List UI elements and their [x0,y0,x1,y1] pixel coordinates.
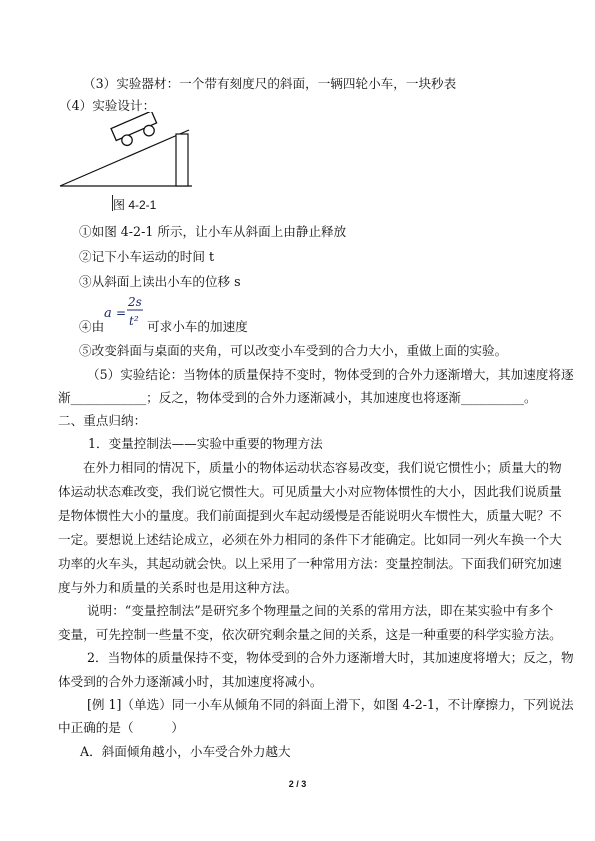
para1-line1: 在外力相同的情况下，质量小的物体运动状态容易改变，我们说它惯性小；质量大的物 [83,460,562,475]
formula-lhs: a [104,306,112,321]
step-4-suffix: 可求小车的加速度 [147,319,248,334]
figure-caption: 图 4-2-1 [113,198,157,212]
support-block [176,134,188,186]
equipment-line: （3）实验器材：一个带有刻度尺的斜面，一辆四轮小车，一块秒表 [83,76,457,91]
example-question-cont: 中正确的是（ ） [58,720,184,735]
formula-equals: = [116,306,127,320]
option-a: A．斜面倾角越小，小车受合外力越大 [80,744,291,759]
cart [111,112,160,149]
conclusion-line-2: 渐____________；反之，物体受到的合外力逐渐减小，其加速度也将逐渐__________。 [58,390,537,405]
para1-line5: 功率的火车头，其起动就会快。以上采用了一种常用方法：变量控制法。下面我们研究加速 [58,556,562,571]
point2-line2: 体受到的合外力逐渐减小时，其加速度将减小。 [58,674,323,689]
conclusion-line-1: （5）实验结论：当物体的质量保持不变时，物体受到的合外力逐渐增大，其加速度将逐 [87,367,574,382]
step-3: ③从斜面上读出小车的位移 s [79,274,241,289]
para1-line3: 是物体惯性大小的量度。我们前面提到火车起动缓慢是否能说明火车惯性大，质量大呢？不 [58,508,562,523]
step-2: ②记下小车运动的时间 t [79,249,215,264]
para1-line4: 一定。要想说上述结论成立，必须在外力相同的条件下才能确定。比如同一列火车换一个大 [58,532,562,547]
design-heading: （4）实验设计： [59,98,156,113]
step-1: ①如图 4-2-1 所示，让小车从斜面上由静止释放 [79,224,347,239]
example-question: [例 1]（单选）同一小车从倾角不同的斜面上滑下，如图 4-2-1，不计摩擦力，下列说法 [87,697,574,712]
note-line1: 说明：“变量控制法”是研究多个物理量之间的关系的常用方法，即在某实验中有多个 [87,603,554,618]
point2-line1: 2．当物体的质量保持不变，物体受到的合外力逐渐增大时，其加速度将增大；反之，物 [87,650,574,665]
formula-denominator: t² [129,314,139,328]
para1-line6: 度与外力和质量的关系时也是用这种方法。 [58,580,298,595]
page-number: 2 / 3 [288,779,307,789]
key-points-heading: 二、重点归纳： [58,413,147,428]
method-title: 1．变量控制法——实验中重要的物理方法 [88,436,323,451]
step-5: ⑤改变斜面与桌面的夹角，可以改变小车受到的合力大小，重做上面的实验。 [79,343,508,358]
incline-figure [56,112,196,192]
formula-numerator: 2s [128,295,142,309]
para1-line2: 体运动状态难改变，我们说它惯性大。可见质量大小对应物体惯性的大小，因此我们说质量 [58,484,562,499]
note-line2: 变量，可先控制一些量不变，依次研究剩余量之间的关系，这是一种重要的科学实验方法。 [58,627,562,642]
step-4-prefix: ④由 [79,319,105,334]
